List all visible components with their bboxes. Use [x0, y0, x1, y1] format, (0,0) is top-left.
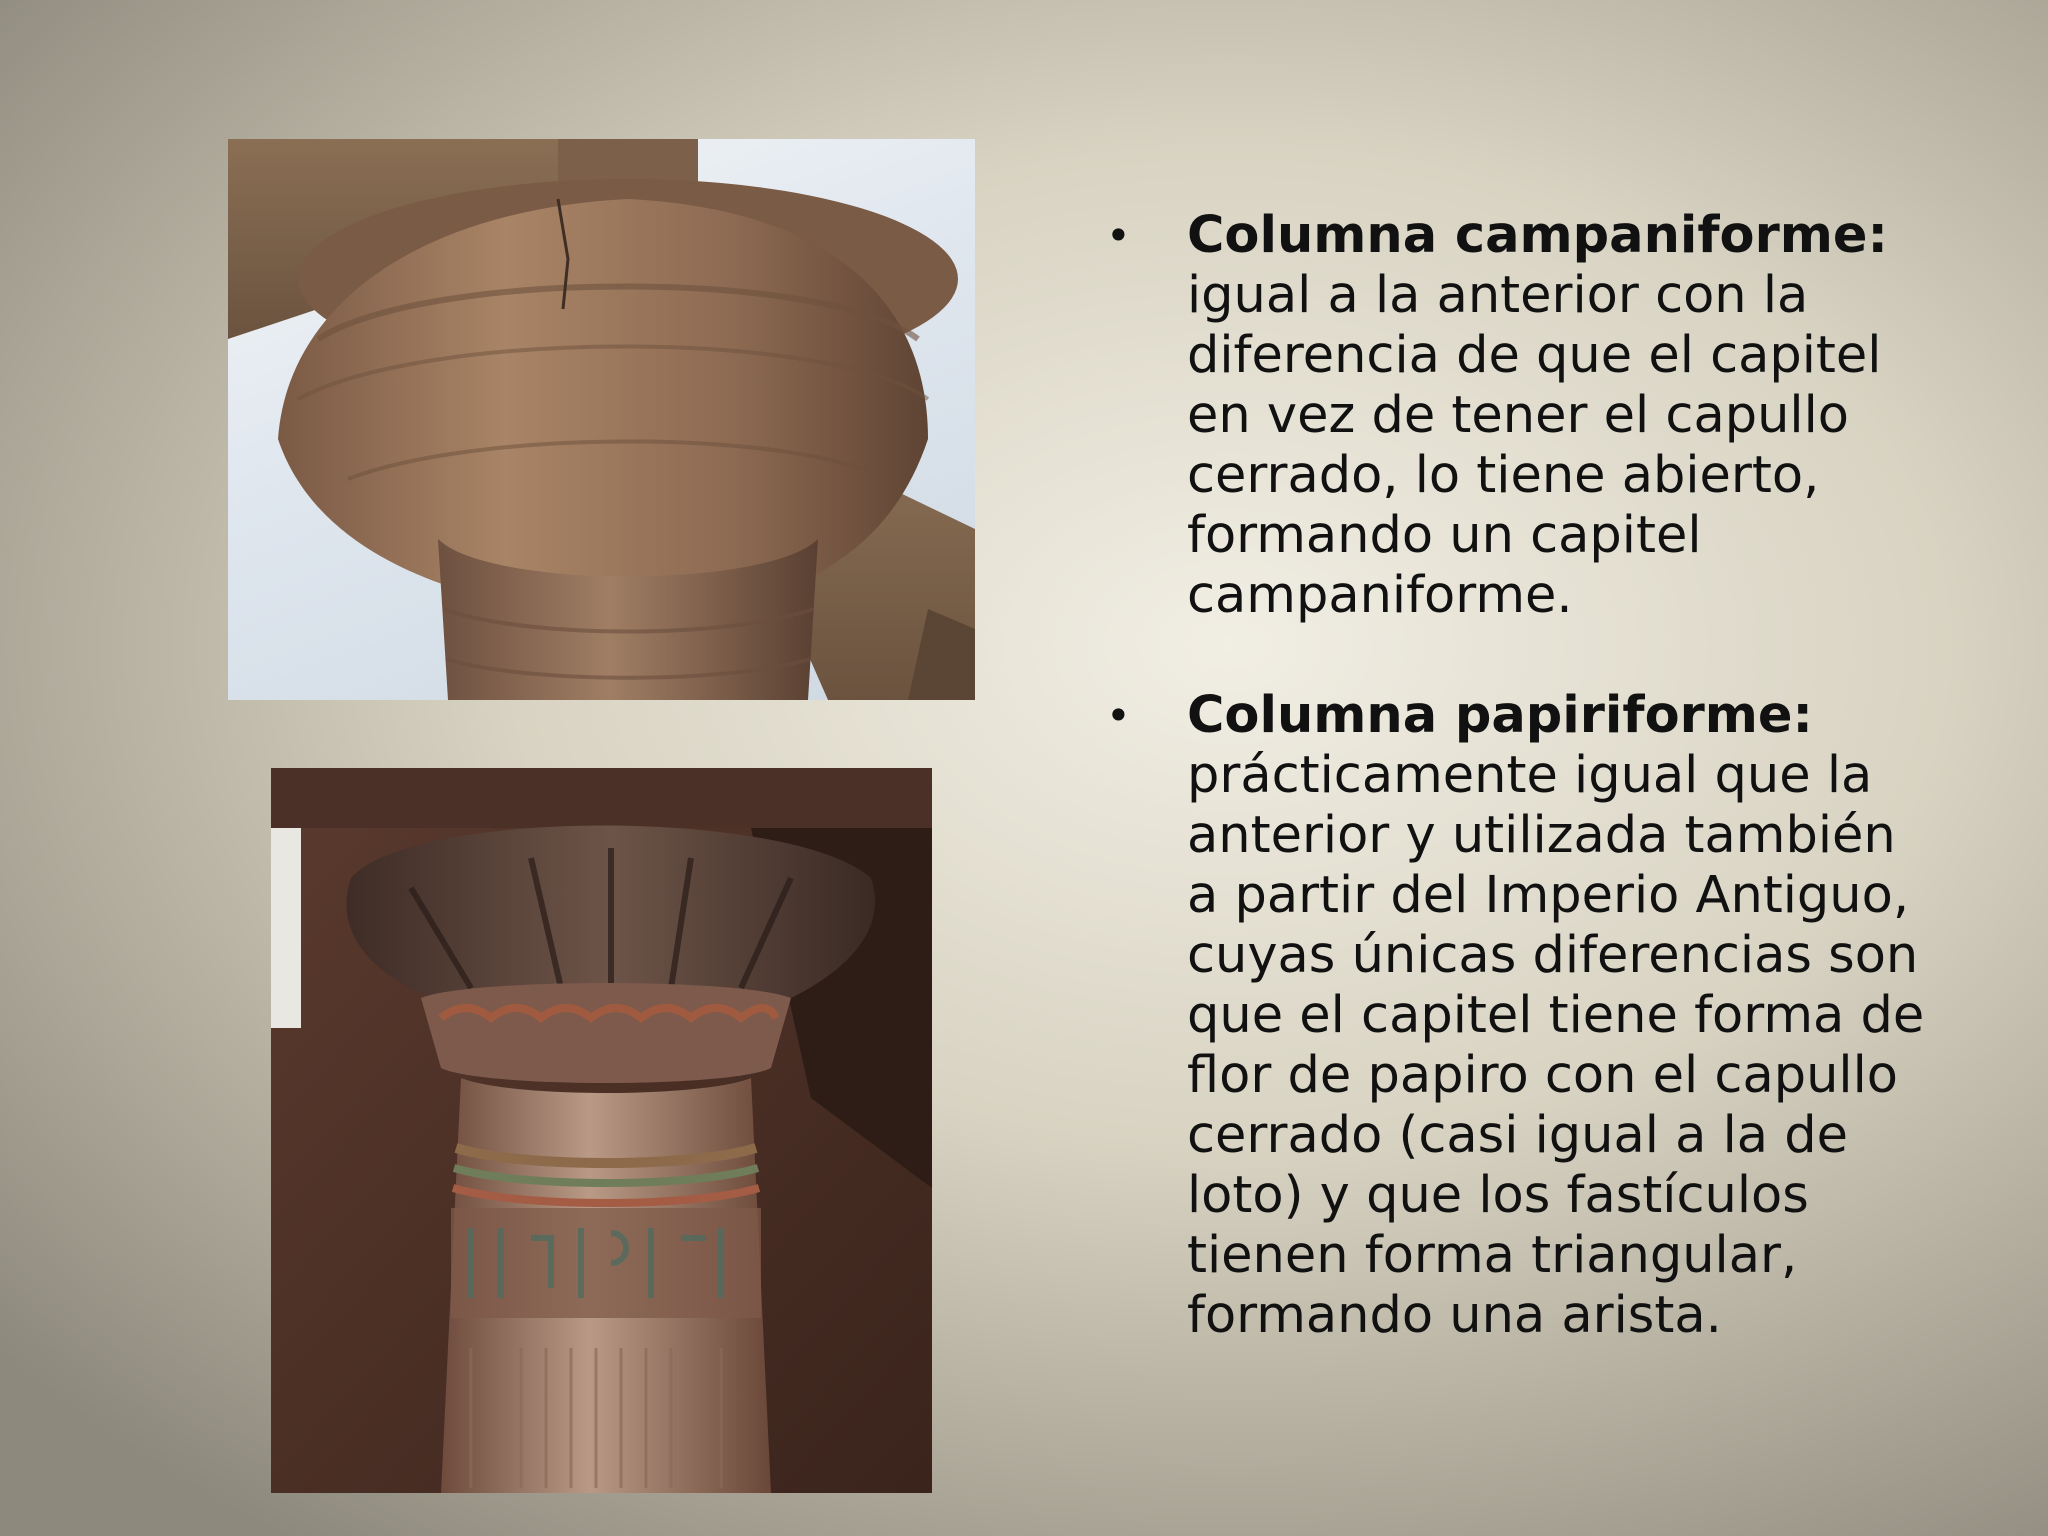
bullet-term: Columna papiriforme: — [1187, 686, 1813, 745]
bullet-description: igual a la anterior con la diferencia de que el capitel en vez de tener el capullo cerrado, lo tiene abierto, formando un capitel campaniforme. — [1187, 266, 1882, 625]
papyrus-capital-column-photo — [271, 768, 932, 1493]
bell-capital-column-photo — [228, 139, 975, 700]
papyrus-capital-column-image — [271, 768, 932, 1493]
bell-capital-column-image — [228, 139, 975, 700]
bullet-item-campaniforme — [1100, 206, 1940, 626]
bullet-term: Columna campaniforme: — [1187, 206, 1888, 265]
bullet-item-papiriforme — [1100, 686, 1940, 1346]
bullet-symbol: • — [1106, 211, 1131, 260]
bullet-description: prácticamente igual que la anterior y utilizada también a partir del Imperio Antiguo, cuyas únicas diferencias son que el capitel tiene forma de flor de papiro con el capullo cerrado (casi igual a la de loto) y que los fastículos tienen forma triangular, formando una arista. — [1187, 746, 1925, 1345]
bullet-symbol: • — [1106, 691, 1131, 740]
bullet-list — [1100, 206, 1940, 1406]
